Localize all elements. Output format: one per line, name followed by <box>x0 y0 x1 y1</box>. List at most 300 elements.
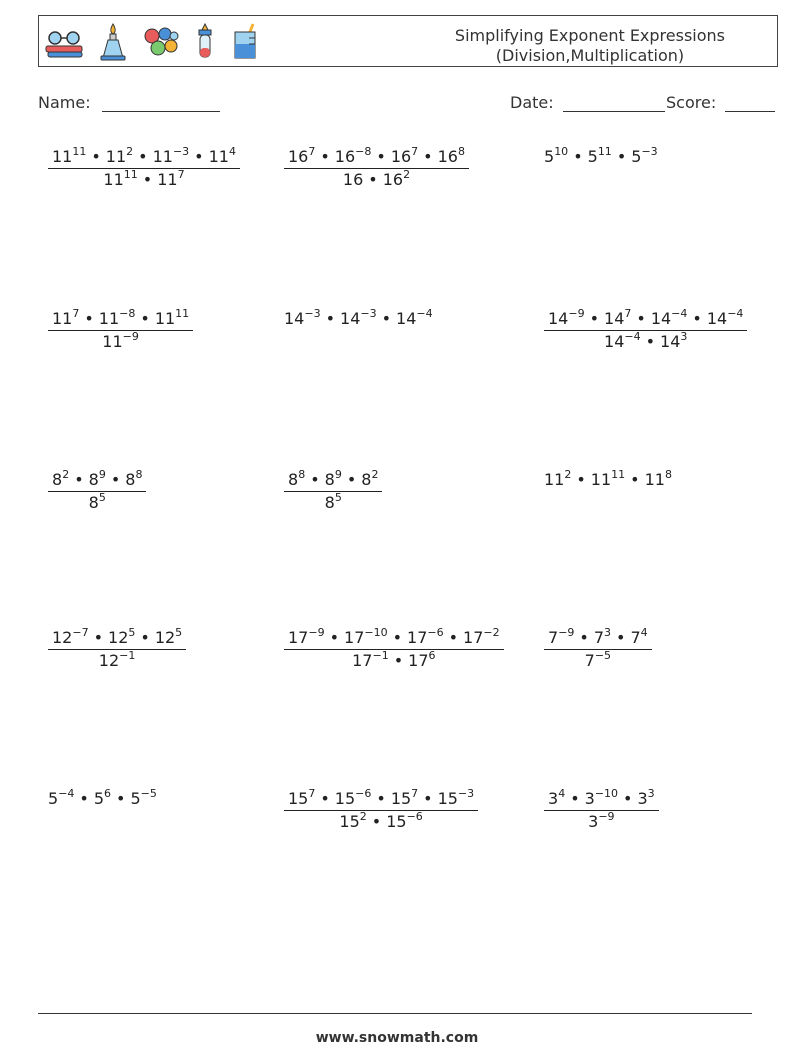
numerator <box>284 470 382 492</box>
term <box>630 628 647 647</box>
term <box>48 789 74 808</box>
term-exponent: −7 <box>72 626 89 639</box>
term-base: 15 <box>437 789 458 808</box>
term <box>155 309 189 328</box>
term-base: 3 <box>637 789 648 808</box>
term-exponent: −4 <box>58 787 75 800</box>
term-base: 16 <box>334 147 356 166</box>
term-base: 11 <box>544 470 565 489</box>
beaker-icon <box>229 22 261 62</box>
term <box>548 628 574 647</box>
fraction <box>544 628 652 670</box>
term <box>361 470 378 489</box>
term-exponent: −9 <box>598 810 615 823</box>
multiply-dot: • <box>138 147 148 166</box>
term <box>325 493 342 512</box>
term-exponent: 8 <box>135 468 143 481</box>
term <box>631 147 657 166</box>
term <box>585 651 611 670</box>
term-exponent: −10 <box>594 787 619 800</box>
term <box>106 147 133 166</box>
fraction <box>284 147 469 189</box>
numerator <box>284 789 478 811</box>
term-exponent: −6 <box>427 626 444 639</box>
term-exponent: 2 <box>359 810 367 823</box>
problem-11 <box>284 628 504 670</box>
term-base: 7 <box>630 628 641 647</box>
multiply-dot: • <box>310 470 320 489</box>
term-base: 7 <box>548 628 559 647</box>
numerator <box>48 470 146 492</box>
term <box>288 470 305 489</box>
term-exponent: −3 <box>641 145 658 158</box>
term-base: 5 <box>587 147 598 166</box>
term <box>391 147 418 166</box>
term <box>153 147 190 166</box>
term-exponent: 11 <box>597 145 612 158</box>
term-base: 15 <box>390 789 412 808</box>
multiply-dot: • <box>91 147 101 166</box>
term-base: 14 <box>340 309 361 328</box>
date-field <box>510 93 665 112</box>
problem-14 <box>284 789 478 831</box>
term-exponent: 10 <box>554 145 569 158</box>
denominator <box>544 331 747 351</box>
term <box>438 789 475 808</box>
term-base: 16 <box>288 147 309 166</box>
denominator <box>284 650 504 670</box>
worksheet-header <box>38 15 778 67</box>
term-base: 12 <box>108 628 129 647</box>
denominator <box>284 811 478 831</box>
term-exponent: 2 <box>62 468 70 481</box>
term-exponent: 7 <box>72 307 80 320</box>
goggles-books-icon <box>43 24 85 60</box>
term <box>651 309 688 328</box>
term-exponent: 8 <box>457 145 465 158</box>
multiply-dot: • <box>392 628 403 647</box>
term-base: 5 <box>48 789 59 808</box>
term-exponent: −3 <box>172 145 190 158</box>
term-exponent: 5 <box>128 626 136 639</box>
multiply-dot: • <box>423 789 433 808</box>
term <box>594 628 611 647</box>
score-label: Score: <box>666 93 717 112</box>
term-base: 15 <box>334 789 356 808</box>
multiply-dot: • <box>376 789 386 808</box>
term-exponent: −4 <box>416 307 433 320</box>
multiply-dot: • <box>692 309 702 328</box>
term-exponent: −8 <box>355 145 372 158</box>
term <box>588 147 612 166</box>
term <box>288 147 315 166</box>
term-exponent: 3 <box>647 787 655 800</box>
multiply-dot: • <box>140 309 150 328</box>
term <box>391 789 418 808</box>
multiply-dot: • <box>110 470 121 489</box>
term <box>130 789 156 808</box>
term-base: 5 <box>93 789 105 808</box>
term-base: 14 <box>548 309 569 328</box>
term-base: 5 <box>544 147 555 166</box>
name-field <box>38 93 220 112</box>
term-base: 11 <box>52 309 73 328</box>
score-blank[interactable] <box>725 95 775 112</box>
term-exponent: 7 <box>177 168 185 181</box>
term-exponent: 6 <box>104 787 112 800</box>
term <box>288 789 315 808</box>
numerator <box>544 628 652 650</box>
term-exponent: 9 <box>98 468 106 481</box>
denominator <box>284 169 469 189</box>
term <box>438 147 465 166</box>
term-base: 8 <box>361 470 372 489</box>
term <box>155 628 182 647</box>
multiply-dot: • <box>371 812 382 831</box>
numerator <box>48 147 240 169</box>
fraction <box>284 470 382 512</box>
flask-icon <box>95 22 131 62</box>
term <box>89 493 106 512</box>
term <box>660 332 687 351</box>
term <box>396 309 433 328</box>
term-exponent: −9 <box>122 330 139 343</box>
term <box>548 309 585 328</box>
term-base: 14 <box>604 309 625 328</box>
multiply-dot: • <box>448 628 459 647</box>
fraction <box>284 789 478 831</box>
term <box>89 470 106 489</box>
fraction <box>544 309 747 351</box>
term <box>604 309 631 328</box>
problem-7 <box>48 470 146 512</box>
term <box>344 628 388 647</box>
term-base: 15 <box>386 812 407 831</box>
multiply-dot: • <box>142 170 153 189</box>
term <box>335 789 372 808</box>
term-exponent: −4 <box>624 330 641 343</box>
term-exponent: 9 <box>334 468 342 481</box>
denominator <box>284 492 382 512</box>
term <box>408 651 435 670</box>
title-line-2: (Division,Multiplication) <box>495 46 685 65</box>
term-base: 8 <box>88 493 99 512</box>
multiply-dot: • <box>79 789 89 808</box>
term-exponent: 3 <box>604 626 612 639</box>
term <box>407 628 444 647</box>
term-base: 14 <box>284 309 305 328</box>
denominator <box>48 492 146 512</box>
multiply-dot: • <box>393 651 404 670</box>
numerator <box>544 789 659 811</box>
term-base: 11 <box>154 309 176 328</box>
numerator <box>284 628 504 650</box>
term-exponent: −6 <box>355 787 372 800</box>
term-base: 12 <box>154 628 176 647</box>
multiply-dot: • <box>320 147 330 166</box>
name-blank[interactable] <box>102 95 220 112</box>
problem-10 <box>48 628 186 670</box>
multiply-dot: • <box>346 470 357 489</box>
multiply-dot: • <box>573 147 583 166</box>
term-base: 3 <box>584 789 595 808</box>
term <box>352 651 389 670</box>
term-exponent: 5 <box>98 491 106 504</box>
term <box>103 170 137 189</box>
term-base: 11 <box>52 147 73 166</box>
term-base: 8 <box>125 470 136 489</box>
term-exponent: −3 <box>304 307 321 320</box>
multiply-dot: • <box>93 628 104 647</box>
multiply-dot: • <box>74 470 84 489</box>
numerator <box>48 309 193 331</box>
term <box>707 309 744 328</box>
expression <box>544 470 672 489</box>
term-base: 15 <box>288 789 309 808</box>
fraction <box>48 147 240 189</box>
problem-15 <box>544 789 659 831</box>
expression <box>48 789 157 808</box>
term <box>335 147 372 166</box>
multiply-dot: • <box>320 789 330 808</box>
fraction <box>48 309 193 351</box>
expression <box>284 309 433 328</box>
term-base: 5 <box>631 147 642 166</box>
multiply-dot: • <box>570 789 580 808</box>
term-exponent: −3 <box>360 307 377 320</box>
term-exponent: 4 <box>558 787 566 800</box>
term-base: 11 <box>644 470 665 489</box>
multiply-dot: • <box>616 147 627 166</box>
term <box>99 651 136 670</box>
expression <box>544 147 658 166</box>
multiply-dot: • <box>84 309 94 328</box>
term-exponent: −5 <box>140 787 157 800</box>
term-exponent: 11 <box>175 307 190 320</box>
term-base: 17 <box>463 628 484 647</box>
term <box>108 628 135 647</box>
term-base: 16 <box>342 170 364 189</box>
term <box>383 170 410 189</box>
term-base: 16 <box>382 170 404 189</box>
term <box>52 309 79 328</box>
term-exponent: 7 <box>411 145 419 158</box>
term-exponent: 6 <box>428 649 436 662</box>
title-line-1: Simplifying Exponent Expressions <box>454 26 725 45</box>
multiply-dot: • <box>368 170 378 189</box>
term-base: 14 <box>660 332 681 351</box>
term-base: 12 <box>52 628 73 647</box>
term-exponent: 5 <box>175 626 183 639</box>
term-base: 14 <box>396 309 417 328</box>
term-exponent: 11 <box>611 468 626 481</box>
header-icons <box>43 20 261 64</box>
term-base: 17 <box>288 628 309 647</box>
term <box>288 628 325 647</box>
footer-url: www.snowmath.com <box>315 1030 479 1046</box>
term <box>52 147 86 166</box>
term <box>544 147 568 166</box>
term-base: 8 <box>324 493 335 512</box>
term <box>52 470 69 489</box>
term-exponent: −8 <box>119 307 136 320</box>
term-exponent: −4 <box>671 307 688 320</box>
term-base: 17 <box>408 651 429 670</box>
term-exponent: −4 <box>727 307 744 320</box>
term-exponent: −10 <box>364 626 388 639</box>
term <box>209 147 236 166</box>
multiply-dot: • <box>325 309 336 328</box>
numerator <box>284 147 469 169</box>
term <box>94 789 111 808</box>
term <box>325 470 342 489</box>
term <box>339 812 366 831</box>
term-exponent: −9 <box>308 626 325 639</box>
problem-5 <box>284 309 433 328</box>
multiply-dot: • <box>616 628 626 647</box>
multiply-dot: • <box>636 309 646 328</box>
term-exponent: 2 <box>403 168 411 181</box>
multiply-dot: • <box>579 628 589 647</box>
term <box>102 332 139 351</box>
multiply-dot: • <box>116 789 126 808</box>
multiply-dot: • <box>589 309 600 328</box>
term <box>386 812 423 831</box>
term-base: 17 <box>344 628 365 647</box>
term <box>157 170 184 189</box>
term-base: 8 <box>88 470 99 489</box>
date-label: Date: <box>510 93 554 112</box>
term-base: 8 <box>324 470 335 489</box>
fraction <box>48 628 186 670</box>
worksheet-title <box>455 26 725 66</box>
numerator <box>48 628 186 650</box>
term-base: 14 <box>706 309 728 328</box>
term-exponent: −1 <box>372 649 389 662</box>
term <box>463 628 500 647</box>
term <box>548 789 565 808</box>
term-exponent: 4 <box>228 145 236 158</box>
denominator <box>48 650 186 670</box>
multiply-dot: • <box>329 628 340 647</box>
term-base: 15 <box>339 812 360 831</box>
term <box>284 309 321 328</box>
score-field <box>666 93 775 112</box>
term-base: 14 <box>604 332 625 351</box>
term-exponent: 11 <box>123 168 138 181</box>
term-exponent: 11 <box>72 145 87 158</box>
term <box>52 628 89 647</box>
term-exponent: 7 <box>308 787 316 800</box>
term <box>99 309 136 328</box>
multiply-dot: • <box>645 332 656 351</box>
multiply-dot: • <box>623 789 633 808</box>
term <box>544 470 571 489</box>
numerator <box>544 309 747 331</box>
name-label: Name: <box>38 93 91 112</box>
multiply-dot: • <box>194 147 204 166</box>
term-base: 17 <box>352 651 373 670</box>
term-exponent: 2 <box>126 145 134 158</box>
term-exponent: 3 <box>680 330 688 343</box>
fraction <box>48 470 146 512</box>
term <box>340 309 377 328</box>
term-exponent: 7 <box>411 787 419 800</box>
footer-divider <box>38 1013 752 1014</box>
term-exponent: 8 <box>664 468 672 481</box>
denominator <box>544 650 652 670</box>
term-base: 16 <box>390 147 412 166</box>
term-base: 17 <box>407 628 428 647</box>
problem-6 <box>544 309 747 351</box>
term-base: 12 <box>98 651 120 670</box>
term-exponent: −6 <box>406 810 423 823</box>
term <box>604 332 641 351</box>
term <box>645 470 672 489</box>
multiply-dot: • <box>140 628 150 647</box>
term-exponent: 5 <box>334 491 342 504</box>
term-exponent: −3 <box>457 787 475 800</box>
term-base: 3 <box>588 812 599 831</box>
term <box>343 170 363 189</box>
multiply-dot: • <box>576 470 586 489</box>
multiply-dot: • <box>376 147 386 166</box>
denominator <box>544 811 659 831</box>
term-base: 11 <box>102 332 123 351</box>
term-base: 7 <box>593 628 605 647</box>
term-base: 3 <box>548 789 559 808</box>
denominator <box>48 169 240 189</box>
molecule-icon <box>141 24 181 60</box>
term <box>637 789 654 808</box>
term-base: 11 <box>103 170 124 189</box>
term-exponent: 7 <box>624 307 632 320</box>
multiply-dot: • <box>423 147 433 166</box>
multiply-dot: • <box>630 470 640 489</box>
fraction <box>284 628 504 670</box>
term-base: 11 <box>152 147 173 166</box>
term <box>125 470 142 489</box>
date-blank[interactable] <box>563 95 665 112</box>
term-base: 11 <box>208 147 229 166</box>
term-base: 8 <box>52 470 63 489</box>
term-base: 14 <box>650 309 672 328</box>
problem-13 <box>48 789 157 808</box>
term-exponent: −2 <box>483 626 500 639</box>
term-base: 16 <box>437 147 458 166</box>
problem-12 <box>544 628 652 670</box>
test-tube-icon <box>191 22 219 62</box>
problem-9 <box>544 470 672 489</box>
term-base: 11 <box>98 309 120 328</box>
term-exponent: −1 <box>119 649 136 662</box>
term-exponent: −5 <box>594 649 612 662</box>
term <box>585 789 618 808</box>
term-base: 11 <box>157 170 178 189</box>
term-exponent: 7 <box>308 145 316 158</box>
multiply-dot: • <box>381 309 392 328</box>
term-base: 11 <box>105 147 127 166</box>
term-exponent: 2 <box>564 468 572 481</box>
term-base: 5 <box>130 789 141 808</box>
term-exponent: 4 <box>640 626 648 639</box>
denominator <box>48 331 193 351</box>
problem-3 <box>544 147 658 166</box>
term-exponent: 8 <box>298 468 306 481</box>
fraction <box>544 789 659 831</box>
term-base: 7 <box>584 651 595 670</box>
term-base: 8 <box>288 470 299 489</box>
